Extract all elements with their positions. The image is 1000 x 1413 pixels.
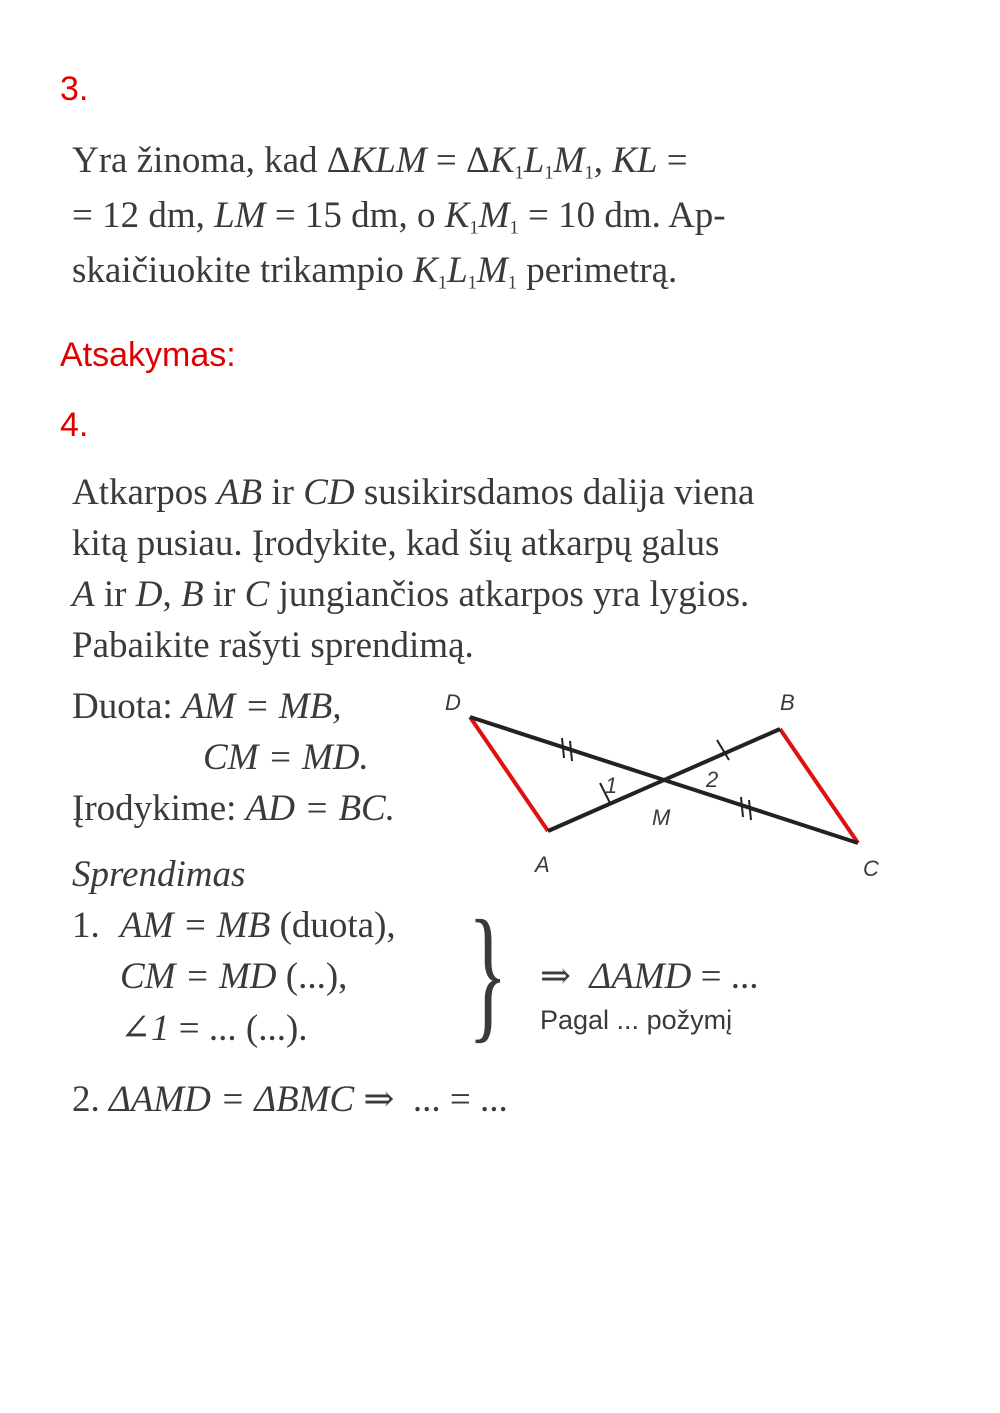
label-c: C	[863, 856, 879, 881]
label-a: A	[535, 852, 550, 877]
segment-bc-highlight	[780, 729, 858, 843]
step-1-result: ⇒ ΔAMD = ...	[540, 956, 759, 997]
q4-text-line-3: A ir D, B ir C jungiančios atkarpos yra lygios.	[72, 574, 750, 615]
label-m: M	[652, 805, 671, 830]
q4-text-line-1: Atkarpos AB ir CD susikirsdamos dalija viena	[72, 472, 755, 513]
tick-mc-1	[741, 797, 743, 817]
q4-text-line-2: kitą pusiau. Įrodykite, kad šių atkarpų galus	[72, 523, 720, 564]
step-2: 2. ΔAMD = ΔBMC ⇒ ... = ...	[72, 1079, 508, 1120]
tick-dm-1	[562, 738, 564, 758]
q3-text-line-3: skaičiuokite trikampio $K_1L_1M_1$ perimetrą.	[72, 250, 678, 294]
prove-line: Įrodykime: AD = BC.	[72, 788, 395, 829]
segment-ad-highlight	[470, 717, 548, 831]
q4-text-line-4: Pabaikite rašyti sprendimą.	[72, 625, 474, 666]
q3-text-line-1: Yra žinoma, kad $\Delta KLM = \Delta K_1L_1M_1$, KL =	[72, 140, 688, 184]
step-1-row-2: CM = MD (...),	[120, 956, 348, 997]
step-1-row-1: 1. AM = MB (duota),	[72, 905, 396, 946]
label-b: B	[780, 690, 795, 715]
step-1-row-3: ∠1 = ... (...).	[120, 1008, 308, 1049]
label-angle-2: 2	[706, 767, 719, 792]
answer-label: Atsakymas:	[60, 336, 236, 374]
question-4-number: 4.	[60, 406, 89, 444]
q3-text-line-2: = 12 dm, LM = 15 dm, o $K_1M_1 = 10$ dm. Ap-	[72, 195, 726, 239]
label-angle-1: 1	[605, 773, 618, 798]
tick-dm-2	[570, 741, 572, 761]
curly-brace: }	[468, 890, 508, 1056]
solution-label: Sprendimas	[72, 854, 246, 895]
given-line-1: Duota: AM = MB,	[72, 686, 342, 727]
label-d: D	[445, 690, 461, 715]
given-line-2: CM = MD.	[203, 737, 369, 778]
tick-mc-2	[749, 800, 751, 820]
step-1-note: Pagal ... požymį	[540, 1005, 733, 1035]
geometry-figure	[430, 680, 910, 895]
question-3-number: 3.	[60, 70, 89, 108]
